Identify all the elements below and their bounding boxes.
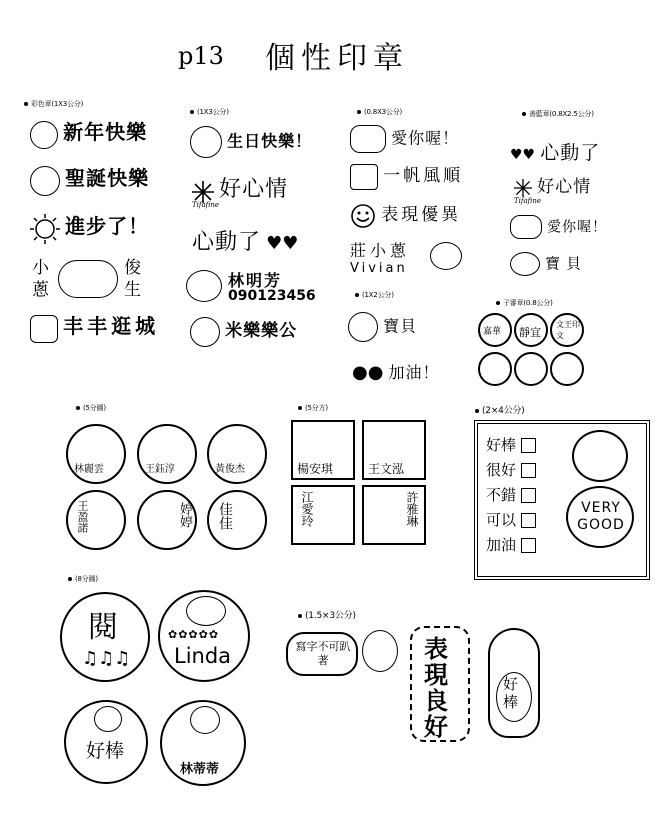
page-title: 個性印章 [265,41,409,76]
stamp-baby: 寶貝 [348,312,417,342]
bear-icon [348,312,378,342]
bear-icon [510,252,540,276]
music-notes-icon: ♫♫♫ [82,648,131,669]
bullet-icon [190,110,194,114]
speech-bubble: 寫字不可趴著 [286,632,358,676]
section-label: (8分圓) [68,574,98,584]
checkbox-icon [521,488,536,503]
lucky-god-icon [30,121,58,149]
round-stamp: 黃俊杰 [207,424,267,484]
sun-icon [30,214,60,244]
stamp-mile: 米樂樂公 [190,316,297,347]
hearts-icon: ♥♥ [266,233,299,254]
mini-stamp: 靜宜 [514,313,548,347]
sailboat-icon [350,164,378,190]
cat-icon [362,630,398,672]
robot-icon [190,317,220,347]
round-stamp: 佳佳 [207,490,267,550]
section-label: (2×4公分) [475,403,525,416]
penguin-stamp [484,624,544,742]
sunburst-icon [514,179,532,197]
stamp-good-mood-small: 好心情 Tifafine [514,177,592,205]
couple-icon [58,260,118,298]
round-stamp: 婷婷 [137,490,197,550]
checkbox-icon [521,513,536,528]
bullet-icon [298,614,302,618]
stamp-heartbeat-small: ♥♥ 心動了 [510,142,601,164]
footprints-icon: ●● [352,362,384,383]
mini-stamp: 嘉華 [478,313,512,347]
stamp-vivian: 莊小蔥 Vivian [350,238,410,276]
bear-icon [190,126,222,158]
stamp-zoo: 丰丰逛城 [30,310,159,343]
section-label: (5分圓) [76,403,106,413]
section-label: 彩色章(1X3公分) [24,99,83,109]
mini-stamp-blank [478,352,512,386]
round-stamp: 王鈺淳 [137,424,197,484]
checkbox-icon [521,438,536,453]
mini-stamp: 文王印文 [550,313,584,347]
section-label: 子審章(0.8公分) [496,298,553,308]
page-label: p13 [178,42,224,70]
stamp-progress: 進步了！ [30,210,149,244]
bullet-icon [357,110,361,114]
checkbox-icon [521,463,536,478]
santa-icon [30,166,60,196]
mini-stamp-blank [514,352,548,386]
kids-icon [350,125,386,153]
smiley-icon [350,203,376,229]
section-label: (5分方) [298,403,328,413]
round-stamp: 林麗雲 [66,424,126,484]
stamp-christmas: 聖誕快樂 [30,162,149,196]
section-label: (1X3公分) [190,107,229,117]
stamp-love-you: 愛你喔！ [350,125,459,153]
flowers-icon: ✿✿✿✿✿ [168,628,220,641]
elephant-icon [30,315,58,343]
stamp-heartbeat: 心動了 ♥♥ [192,230,299,255]
very-good-badge: VERY GOOD [566,486,634,548]
stamp-birthday: 生日快樂！ [190,126,312,158]
bullet-icon [76,406,80,410]
stamp-go: ●● 加油！ [352,362,440,383]
name-stamp-bear: 林蒂蒂 [160,700,246,786]
stamp-smooth-sailing: 一帆風順 [350,161,463,190]
checklist-stamp [474,420,650,580]
girl-icon [94,706,122,732]
sunburst-icon [192,181,214,203]
square-stamp: 許雅琳 [362,485,426,545]
bullet-icon [522,112,526,116]
square-stamp: 王文泓 [362,420,426,480]
stamp-new-year: 新年快樂 [30,116,147,149]
stamp-love-you-small: 愛你喔！ [510,215,607,239]
reading-stamp: 閱 ♫♫♫ [60,592,150,682]
round-stamp: 王盈諾 [66,490,126,550]
name-stamp-linda: ✿✿✿✿✿ Linda [158,590,250,682]
bear-icon [190,706,220,734]
checkbox-icon [521,538,536,553]
bullet-icon [298,406,302,410]
fish-icon [186,270,222,302]
section-label: (0.8X3公分) [357,107,402,117]
posture-stamp [286,628,406,688]
dog-icon [186,596,226,626]
section-label: (1X2公分) [355,290,394,300]
bullet-icon [496,301,500,305]
penguin-belly: 好棒 [496,672,532,722]
square-stamp: 楊安琪 [291,420,355,480]
bullet-icon [68,577,72,581]
soccer-ball-icon [572,430,628,482]
bullet-icon [355,293,359,297]
section-label: 善藍章(0.8X2.5公分) [522,109,594,119]
reading-girl-stamp: 好棒 [64,700,148,784]
square-stamp: 江愛玲 [291,485,355,545]
kids-icon [510,215,542,239]
checklist-rows: 好棒 很好 不錯 可以 加油 [486,434,536,559]
stamp-baby-small: 寶貝 [510,252,587,276]
mini-stamp-blank [550,352,584,386]
dinosaur-icon [430,242,462,270]
bullet-icon [475,409,479,413]
bullet-icon [24,102,28,106]
stamp-excellent: 表現優異 [350,200,461,229]
good-performance-stamp: 表現良好 [410,626,470,742]
hearts-icon: ♥♥ [510,147,536,163]
section-label: (1.5×3公分) [298,608,356,621]
stamp-good-mood: 好心情 Tifafine [192,177,289,209]
